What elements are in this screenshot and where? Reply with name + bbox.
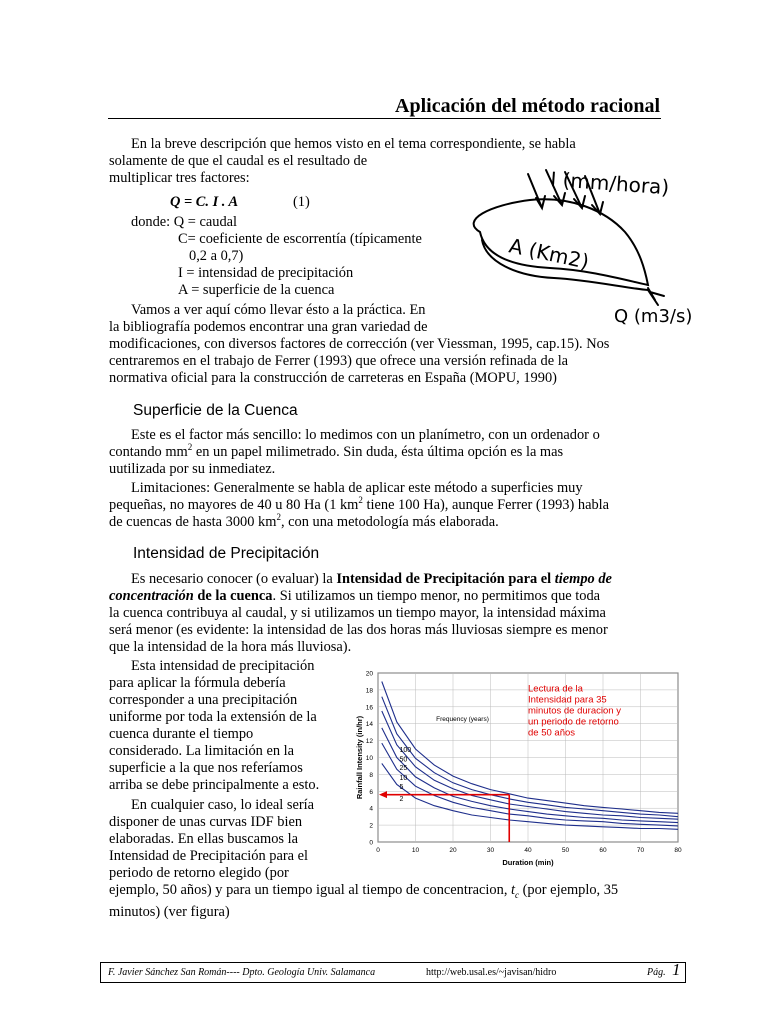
y-tick-label: 8	[369, 771, 373, 779]
section2-paragraph-1	[109, 571, 679, 656]
s1p2-line: de cuencas de hasta 3000 $km^2$, con una metodología más elaborada.	[109, 512, 499, 530]
s2p2-line: arriba se debe principalmente a esto.	[109, 777, 320, 793]
section-heading-superficie: Superficie de la Cuenca	[133, 402, 298, 419]
x-tick-label: 80	[674, 847, 682, 854]
x-tick-label: 20	[449, 847, 457, 854]
s2p1-line: concentración de la cuenca. Si utilizamos un tiempo menor, no permitimos que toda	[109, 588, 601, 604]
s2p3-line: Intensidad de Precipitación para el	[109, 848, 308, 864]
def-c: C= coeficiente de escorrentía (típicamente	[178, 231, 422, 247]
intro2-line: centraremos en el trabajo de Ferrer (1993) que ofrece una versión refinada de la	[109, 353, 569, 369]
y-tick-label: 4	[369, 805, 373, 813]
s1p2-line: pequeñas, no mayores de 40 u 80 Ha (1 $km^2$ tiene 100 Ha), aunque Ferrer (1993) habla	[109, 495, 610, 513]
y-tick-label: 0	[369, 839, 373, 847]
y-tick-label: 2	[369, 822, 373, 830]
sketch-label-q: Q (m3/s)	[614, 306, 693, 327]
series-label-2: 2	[399, 796, 404, 804]
intro2-line: modificaciones, con diversos factores de corrección (ver Viessman, 1995, cap.15). Nos	[109, 336, 610, 352]
x-tick-label: 60	[599, 847, 607, 854]
formula-number: (1)	[293, 194, 310, 210]
y-tick-label: 16	[365, 704, 373, 712]
s2p3-line: En cualquier caso, lo ideal sería	[131, 797, 315, 813]
y-tick-label: 18	[365, 687, 373, 695]
page-title: Aplicación del método racional	[395, 95, 660, 117]
s2p3-line: minutos) (ver figura)	[109, 903, 230, 920]
s2p3-line: periodo de retorno elegido (por	[109, 865, 289, 881]
def-q: Q = caudal	[173, 214, 238, 230]
s2p1-line: Es necesario conocer (o evaluar) la Intensidad de Precipitación para el tiempo de	[131, 571, 612, 587]
def-c-range: 0,2 a 0,7)	[189, 248, 244, 264]
x-tick-label: 10	[411, 847, 420, 854]
s2p2-line: Esta intensidad de precipitación	[131, 658, 315, 674]
intro2-line: Vamos a ver aquí cómo llevar ésto a la práctica. En	[131, 302, 426, 318]
x-tick-label: 70	[636, 847, 645, 854]
formula: Q = C. I . A	[170, 194, 239, 210]
s2p3-line: ejemplo, 50 años) y para un tiempo igual al tiempo de concentracion, $t_c$ (por ejemplo, 35	[109, 882, 619, 900]
y-tick-label: 20	[365, 670, 373, 678]
sketch-label-i: I (mm/hora)	[549, 167, 671, 200]
intro2-line: normativa oficial para la construcción de carreteras en España (MOPU, 1990)	[109, 370, 557, 386]
s2p1-line: la cuenca contribuya al caudal, y si utilizamos un tiempo mayor, la intensidad máxima	[109, 605, 606, 621]
def-a: A = superficie de la cuenca	[178, 282, 335, 298]
intro-line: En la breve descripción que hemos visto en el tema correspondiente, se habla	[131, 136, 576, 152]
y-tick-label: 14	[365, 721, 373, 729]
footer-rule	[100, 962, 686, 963]
series-label-50: 50	[399, 756, 408, 764]
s2p3-line: disponer de unas curvas IDF bien	[109, 814, 303, 830]
reading-annotation-line: un periodo de retorno	[528, 716, 619, 728]
series-label-5: 5	[399, 784, 404, 792]
donde-label: donde:	[131, 214, 171, 230]
def-i: I = intensidad de precipitación	[178, 265, 354, 281]
section2-paragraph-3-end	[109, 882, 679, 921]
y-tick-label: 10	[365, 755, 373, 762]
intro-line: multiplicar tres factores:	[109, 170, 250, 186]
intro-line: solamente de que el caudal es el resultado de	[109, 153, 368, 169]
footer-page-label: Pág.	[647, 967, 666, 978]
outlet-arrow	[648, 288, 664, 305]
footer-rule	[100, 962, 101, 983]
s1p2-line: Limitaciones: Generalmente se habla de aplicar este método a superficies muy	[131, 480, 583, 496]
basin-outline	[474, 199, 648, 285]
footer-author: F. Javier Sánchez San Román---- Dpto. Geología Univ. Salamanca	[108, 967, 376, 978]
intro2-line: la bibliografía podemos encontrar una gran variedad de	[109, 319, 428, 335]
x-tick-label: 40	[524, 847, 532, 854]
reading-annotation-line: Intensidad para 35	[528, 694, 607, 706]
definitions	[131, 214, 422, 299]
footer-page-number: 1	[672, 960, 681, 979]
x-axis-label: Duration (min)	[502, 858, 554, 867]
sketch-label-a: A (Km2)	[506, 233, 592, 274]
s1p1-line: Este es el factor más sencillo: lo medimos con un planímetro, con un ordenador o	[131, 427, 600, 443]
series-label-100: 100	[399, 747, 412, 755]
series-label-10: 10	[399, 774, 408, 782]
s2p2-line: para aplicar la fórmula debería	[109, 675, 286, 691]
section1-paragraph-1	[109, 427, 679, 478]
s1p1-line: uutilizada por su inmediatez.	[109, 461, 276, 477]
y-axis-label: Rainfall Intensity (in/hr)	[355, 715, 364, 800]
footer-rule	[100, 982, 686, 983]
x-tick-label: 30	[486, 847, 495, 854]
s2p2-line: corresponder a una precipitación	[109, 692, 298, 708]
idf-chart	[350, 665, 690, 875]
x-tick-label: 50	[561, 847, 570, 854]
footer-rule	[685, 962, 686, 983]
section2-paragraph-2	[109, 658, 349, 794]
reading-annotation-line: Lectura de la	[528, 683, 583, 695]
s2p2-line: cuenca durante el tiempo	[109, 726, 254, 742]
section2-paragraph-3	[109, 797, 349, 882]
s2p1-line: que la intensidad de la hora más lluviosa).	[109, 639, 352, 655]
series-label-25: 25	[399, 764, 408, 772]
y-tick-label: 6	[369, 788, 373, 796]
footer-url[interactable]: http://web.usal.es/~javisan/hidro	[426, 967, 557, 978]
s2p2-line: uniforme por toda la extensión de la	[109, 709, 317, 725]
y-tick-label: 12	[365, 738, 373, 746]
rain-arrow	[528, 174, 545, 208]
legend-title: Frequency (years)	[436, 716, 489, 724]
section-heading-intensidad: Intensidad de Precipitación	[133, 545, 320, 562]
s1p1-line: contando $mm^2$ en un papel milimetrado. Sin duda, ésta última opción es la mas	[109, 442, 564, 460]
section1-paragraph-2	[109, 480, 679, 531]
reading-annotation-line: minutos de duracion y	[528, 705, 621, 717]
title-rule	[108, 118, 661, 119]
s2p3-line: elaboradas. En ellas buscamos la	[109, 831, 299, 847]
basin-sketch	[450, 150, 693, 330]
s2p2-line: superficie a la que nos referíamos	[109, 760, 303, 776]
s2p2-line: considerado. La limitación en la	[109, 743, 295, 759]
x-tick-label: 0	[376, 847, 380, 854]
reading-annotation-line: de 50 años	[528, 727, 576, 739]
s2p1-line: será menor (es evidente: la intensidad de las dos horas más lluviosas siempre es menor	[109, 622, 608, 638]
